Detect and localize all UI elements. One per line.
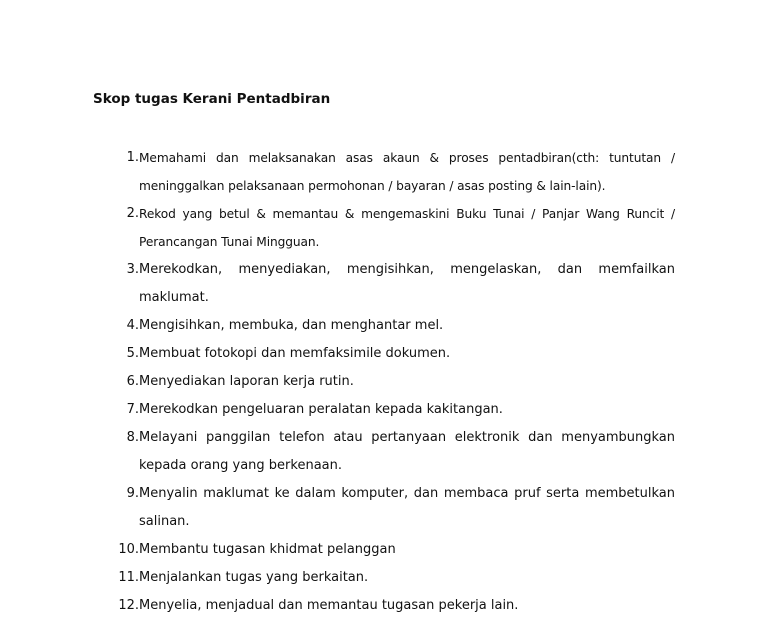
list-item-number: 4. (126, 318, 139, 333)
list-item (93, 368, 675, 396)
list-item (93, 396, 675, 424)
list-item-number: 5. (126, 346, 139, 361)
list-item-number: 12. (118, 598, 139, 613)
list-item-text: Mengisihkan, membuka, dan menghantar mel. (139, 318, 444, 333)
list-item (93, 424, 675, 480)
list-item (93, 144, 675, 200)
list-item-number: 7. (126, 402, 139, 417)
list-item-text: Merekodkan pengeluaran peralatan kepada kakitangan. (139, 402, 503, 417)
list-item-number: 3. (126, 262, 139, 277)
list-item-text: Menyediakan laporan kerja rutin. (139, 374, 354, 389)
list-item (93, 480, 675, 536)
list-item (93, 564, 675, 592)
list-item (93, 312, 675, 340)
list-item-number: 11. (118, 570, 139, 585)
list-item-text: Merekodkan, menyediakan, mengisihkan, mengelaskan, dan memfailkan maklumat. (139, 262, 675, 305)
list-item-text: Menyalin maklumat ke dalam komputer, dan membaca pruf serta membetulkan salinan. (139, 486, 675, 529)
list-item-text: Membuat fotokopi dan memfaksimile dokumen. (139, 346, 451, 361)
list-item (93, 592, 675, 620)
list-item-text: Membantu tugasan khidmat pelanggan (139, 542, 396, 557)
list-item-text: Menyelia, menjadual dan memantau tugasan pekerja lain. (139, 598, 519, 613)
list-item-number: 10. (118, 542, 139, 557)
list-item-text: Memahami dan melaksanakan asas akaun & proses pentadbiran(cth: tuntutan / meninggalkan pelaksanaan permohonan / bayaran / asas posting & lain-lain). (139, 151, 675, 193)
list-item-number: 1. (126, 150, 139, 165)
list-item-text: Melayani panggilan telefon atau pertanyaan elektronik dan menyambungkan kepada orang yang berkenaan. (139, 430, 675, 473)
list-item-text: Menjalankan tugas yang berkaitan. (139, 570, 369, 585)
task-list (93, 144, 675, 620)
list-item-number: 6. (126, 374, 139, 389)
list-item-text: Rekod yang betul & memantau & mengemaskini Buku Tunai / Panjar Wang Runcit / Perancangan Tunai Mingguan. (139, 207, 675, 249)
list-item (93, 340, 675, 368)
list-item-number: 9. (126, 486, 139, 501)
document-title: Skop tugas Kerani Pentadbiran (93, 91, 331, 107)
list-item (93, 200, 675, 256)
list-item (93, 256, 675, 312)
list-item-number: 8. (126, 430, 139, 445)
list-item-number: 2. (126, 206, 139, 221)
list-item (93, 536, 675, 564)
